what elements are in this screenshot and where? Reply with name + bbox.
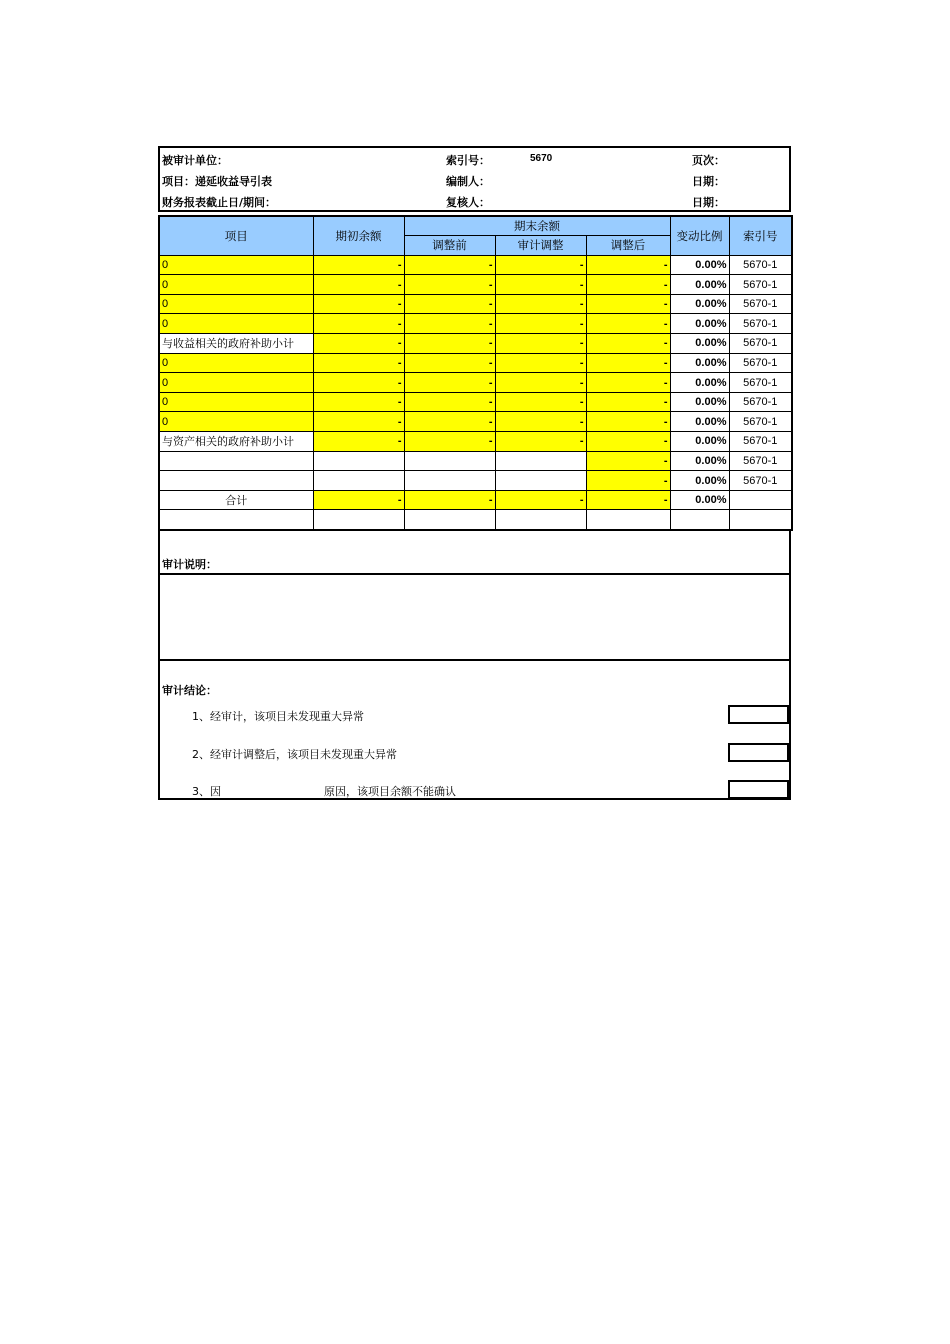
conclusion-3a: 3、因	[192, 784, 221, 798]
table-row	[159, 451, 792, 471]
row-item[interactable]: 0	[159, 373, 313, 393]
row-adj[interactable]: -	[495, 412, 586, 432]
row-ref[interactable]: 5670-1	[729, 392, 792, 412]
row-after[interactable]: -	[586, 392, 670, 412]
col-after-header: 调整后	[586, 236, 670, 256]
row-opening[interactable]: -	[313, 373, 404, 393]
row-pct[interactable]: 0.00%	[670, 314, 729, 334]
conclusion-3-checkbox[interactable]	[728, 780, 789, 799]
page-label: 页次：	[692, 154, 725, 167]
col-closing-header: 期末余额	[404, 216, 670, 236]
audit-note-label: 审计说明：	[162, 557, 217, 571]
row-opening[interactable]: -	[313, 412, 404, 432]
empty-cell[interactable]	[404, 510, 495, 530]
row-before[interactable]: -	[404, 334, 495, 354]
row-after[interactable]: -	[586, 373, 670, 393]
col-change-header: 变动比例	[670, 216, 729, 255]
sheet-header	[158, 146, 791, 212]
row-pct[interactable]: 0.00%	[670, 353, 729, 373]
row-before[interactable]: -	[404, 353, 495, 373]
subtotal-row	[159, 334, 792, 354]
row-opening[interactable]: -	[313, 294, 404, 314]
row-ref[interactable]: 5670-1	[729, 471, 792, 491]
row-after[interactable]: -	[586, 432, 670, 452]
row-ref[interactable]: 5670-1	[729, 314, 792, 334]
total-row	[159, 490, 792, 510]
row-adj[interactable]: -	[495, 255, 586, 275]
row-item[interactable]	[159, 451, 313, 471]
row-after[interactable]: -	[586, 255, 670, 275]
row-opening[interactable]	[313, 471, 404, 491]
conclusion-3b: 原因，该项目余额不能确认	[324, 784, 456, 798]
empty-cell[interactable]	[159, 510, 313, 530]
reviewer-label: 复核人：	[446, 196, 490, 209]
empty-cell[interactable]	[313, 510, 404, 530]
total-opening[interactable]: -	[313, 490, 404, 510]
row-opening[interactable]: -	[313, 314, 404, 334]
row-pct[interactable]: 0.00%	[670, 255, 729, 275]
row-adj[interactable]: -	[495, 392, 586, 412]
empty-cell[interactable]	[586, 510, 670, 530]
row-ref[interactable]: 5670-1	[729, 353, 792, 373]
col-item-header: 项目	[159, 216, 313, 255]
row-ref[interactable]: 5670-1	[729, 432, 792, 452]
audit-note-body[interactable]	[158, 575, 791, 661]
total-ref[interactable]	[729, 490, 792, 510]
row-ref[interactable]: 5670-1	[729, 412, 792, 432]
row-pct[interactable]: 0.00%	[670, 471, 729, 491]
row-item[interactable]: 0	[159, 353, 313, 373]
row-before[interactable]: -	[404, 432, 495, 452]
table-row	[159, 255, 792, 275]
row-pct[interactable]: 0.00%	[670, 294, 729, 314]
row-adj[interactable]: -	[495, 314, 586, 334]
row-adj[interactable]	[495, 471, 586, 491]
row-pct[interactable]: 0.00%	[670, 392, 729, 412]
row-adj[interactable]	[495, 451, 586, 471]
table-row	[159, 392, 792, 412]
index-value: 5670	[530, 153, 553, 164]
row-before[interactable]: -	[404, 373, 495, 393]
row-after[interactable]: -	[586, 451, 670, 471]
total-item[interactable]: 合计	[159, 490, 313, 510]
table-row	[159, 294, 792, 314]
row-before[interactable]: -	[404, 412, 495, 432]
row-ref[interactable]: 5670-1	[729, 334, 792, 354]
table-row	[159, 471, 792, 491]
row-before[interactable]	[404, 451, 495, 471]
table-row	[159, 353, 792, 373]
row-ref[interactable]: 5670-1	[729, 294, 792, 314]
conclusion-1-checkbox[interactable]	[728, 705, 789, 724]
row-item[interactable]: 0	[159, 392, 313, 412]
date-label-1: 日期：	[692, 175, 725, 188]
row-opening[interactable]	[313, 451, 404, 471]
conclusion-1: 1、经审计，该项目未发现重大异常	[192, 709, 364, 723]
row-opening[interactable]: -	[313, 255, 404, 275]
row-item[interactable]: 0	[159, 255, 313, 275]
audit-note-header	[158, 531, 791, 575]
row-after[interactable]: -	[586, 294, 670, 314]
row-after[interactable]: -	[586, 412, 670, 432]
empty-cell[interactable]	[729, 510, 792, 530]
empty-cell[interactable]	[495, 510, 586, 530]
conclusion-2: 2、经审计调整后，该项目未发现重大异常	[192, 747, 397, 761]
row-adj[interactable]: -	[495, 353, 586, 373]
row-item[interactable]	[159, 471, 313, 491]
entity-label: 被审计单位：	[162, 154, 228, 167]
table-row	[159, 275, 792, 295]
row-opening[interactable]: -	[313, 432, 404, 452]
audit-conclusion	[158, 661, 791, 800]
total-after[interactable]: -	[586, 490, 670, 510]
row-after[interactable]: -	[586, 353, 670, 373]
row-item[interactable]: 与收益相关的政府补助小计	[159, 334, 313, 354]
col-ref-header: 索引号	[729, 216, 792, 255]
row-item[interactable]: 与资产相关的政府补助小计	[159, 432, 313, 452]
row-adj[interactable]: -	[495, 373, 586, 393]
guide-table	[158, 215, 793, 531]
row-adj[interactable]: -	[495, 294, 586, 314]
total-pct[interactable]: 0.00%	[670, 490, 729, 510]
row-adj[interactable]: -	[495, 432, 586, 452]
row-opening[interactable]: -	[313, 353, 404, 373]
row-item[interactable]: 0	[159, 294, 313, 314]
worksheet	[158, 146, 791, 800]
row-after[interactable]: -	[586, 275, 670, 295]
row-after[interactable]: -	[586, 471, 670, 491]
row-pct[interactable]: 0.00%	[670, 275, 729, 295]
preparer-label: 编制人：	[446, 175, 490, 188]
row-item[interactable]: 0	[159, 314, 313, 334]
row-pct[interactable]: 0.00%	[670, 432, 729, 452]
project-label: 项目：递延收益导引表	[162, 175, 272, 188]
row-adj[interactable]: -	[495, 334, 586, 354]
empty-row	[159, 510, 792, 530]
row-ref[interactable]: 5670-1	[729, 373, 792, 393]
subtotal-row	[159, 432, 792, 452]
col-before-header: 调整前	[404, 236, 495, 256]
row-before[interactable]: -	[404, 314, 495, 334]
total-adj[interactable]: -	[495, 490, 586, 510]
period-label: 财务报表截止日/期间：	[162, 196, 277, 209]
table-row	[159, 314, 792, 334]
row-item[interactable]: 0	[159, 412, 313, 432]
row-before[interactable]	[404, 471, 495, 491]
table-row	[159, 412, 792, 432]
row-ref[interactable]: 5670-1	[729, 451, 792, 471]
row-ref[interactable]: 5670-1	[729, 275, 792, 295]
total-before[interactable]: -	[404, 490, 495, 510]
row-after[interactable]: -	[586, 314, 670, 334]
row-adj[interactable]: -	[495, 275, 586, 295]
index-label: 索引号：	[446, 154, 490, 167]
row-ref[interactable]: 5670-1	[729, 255, 792, 275]
row-pct[interactable]: 0.00%	[670, 334, 729, 354]
row-pct[interactable]: 0.00%	[670, 373, 729, 393]
row-before[interactable]: -	[404, 392, 495, 412]
row-before[interactable]: -	[404, 294, 495, 314]
row-before[interactable]: -	[404, 275, 495, 295]
col-opening-header: 期初余额	[313, 216, 404, 255]
row-item[interactable]: 0	[159, 275, 313, 295]
row-opening[interactable]: -	[313, 392, 404, 412]
col-audit-adj-header: 审计调整	[495, 236, 586, 256]
row-opening[interactable]: -	[313, 334, 404, 354]
date-label-2: 日期：	[692, 196, 725, 209]
empty-cell[interactable]	[670, 510, 729, 530]
row-pct[interactable]: 0.00%	[670, 412, 729, 432]
table-row	[159, 373, 792, 393]
conclusion-2-checkbox[interactable]	[728, 743, 789, 762]
row-opening[interactable]: -	[313, 275, 404, 295]
conclusion-label: 审计结论：	[162, 683, 217, 697]
row-before[interactable]: -	[404, 255, 495, 275]
row-after[interactable]: -	[586, 334, 670, 354]
row-pct[interactable]: 0.00%	[670, 451, 729, 471]
